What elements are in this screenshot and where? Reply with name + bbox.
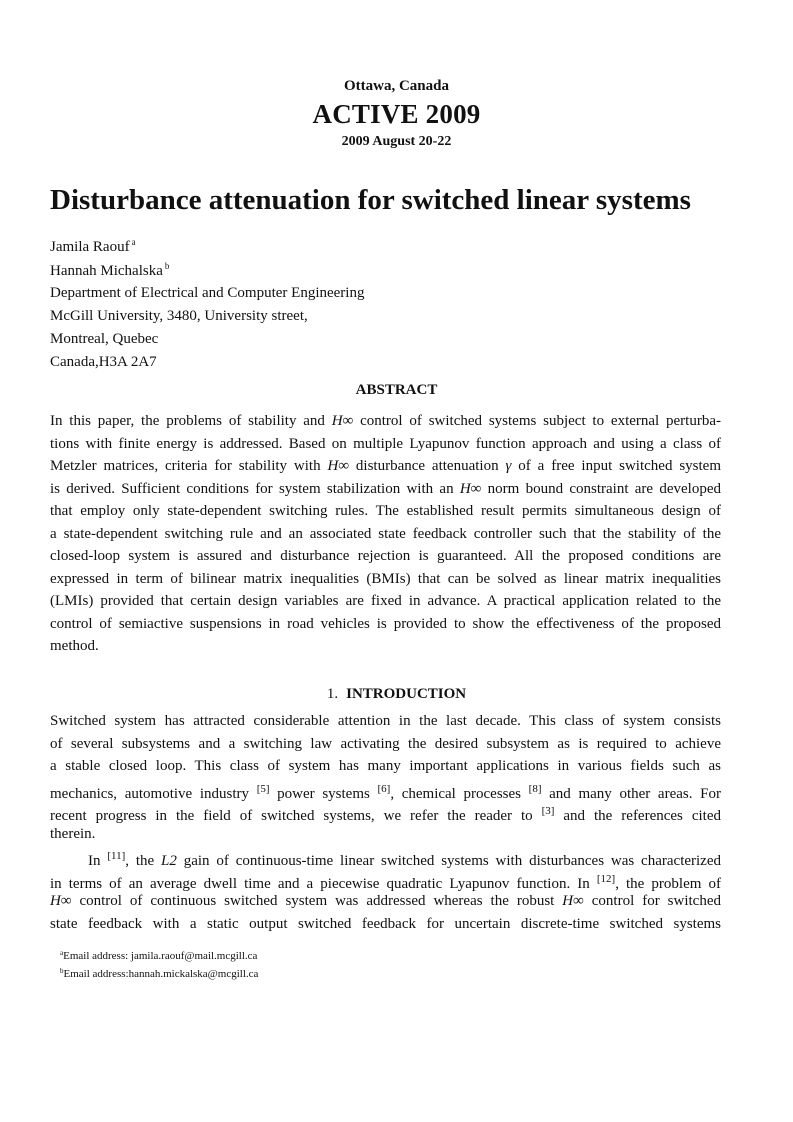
text-run: , the problem of [615, 875, 721, 892]
affiliation-line: McGill University, 3480, University street, [50, 308, 308, 324]
abstract-line [50, 635, 721, 658]
introduction-line [50, 733, 721, 756]
abstract-line [50, 410, 721, 433]
footnote-text: Email address: jamila.raouf@mail.mcgill.ca [63, 950, 258, 962]
citation: [12] [596, 872, 616, 885]
text-run: a state-dependent switching rule and an associated state feedback controller such that the stability of the [50, 525, 721, 542]
text-run: closed-loop system is assured and disturbance rejection is guaranteed. All the proposed conditions are [50, 548, 721, 564]
citation: [11] [107, 850, 126, 862]
citation: [8] [528, 782, 542, 795]
introduction-line [50, 868, 721, 891]
footnote-a [60, 946, 258, 964]
text-run: in terms of an average dwell time and a piecewise quadratic Lyapunov function. In [50, 875, 597, 892]
text-run: state feedback with a static output switched feedback for uncertain discrete-time switched systems [50, 915, 721, 932]
footnote-b [60, 964, 258, 982]
conference-name: ACTIVE 2009 [312, 99, 481, 129]
citation: [5] [256, 782, 270, 795]
math-symbol: γ [505, 458, 512, 474]
text-run: , chemical processes [390, 785, 529, 802]
text-run: recent progress in the field of switched systems, we refer the reader to [50, 808, 542, 824]
introduction-line [50, 710, 721, 733]
math-symbol: H∞ [562, 893, 584, 909]
text-run: control of continuous switched system was addressed whereas the robust [71, 893, 563, 909]
text-run: method. [50, 638, 99, 654]
section-title: INTRODUCTION [346, 686, 467, 702]
abstract-line [50, 613, 721, 636]
abstract-line [50, 478, 721, 501]
abstract-line [50, 455, 721, 478]
text-run: power systems [269, 785, 378, 802]
introduction-line [50, 755, 721, 778]
abstract-line [50, 500, 721, 523]
footnote-mark: b [60, 966, 64, 975]
author-mark: b [164, 261, 170, 271]
text-run: control of semiactive suspensions in road vehicles is provided to show the effectiveness of the proposed [50, 615, 721, 632]
section-number: 1. [326, 686, 339, 702]
abstract-line [50, 545, 721, 568]
text-run: of a free input switched system [511, 458, 721, 474]
affiliation-line: Montreal, Quebec [50, 331, 159, 347]
introduction-line [50, 913, 721, 936]
abstract-line [50, 433, 721, 456]
text-run: disturbance attenuation [349, 458, 506, 474]
introduction-line [50, 845, 721, 868]
text-run: In [88, 853, 108, 869]
text-run: is derived. Sufficient conditions for system stabilization with an [50, 480, 460, 497]
text-run: In this paper, the problems of stability and [50, 413, 332, 429]
affiliation-line: Canada,H3A 2A7 [50, 354, 157, 370]
text-run: tions with finite energy is addressed. Based on multiple Lyapunov function approach and using a class of [50, 435, 721, 452]
text-run: , the [125, 853, 162, 869]
math-symbol: H∞ [327, 458, 350, 474]
text-run: (LMIs) provided that certain design variables are fixed in advance. A practical application related to the [50, 593, 721, 609]
text-run: mechanics, automotive industry [50, 785, 257, 802]
abstract-line [50, 523, 721, 546]
introduction-line [50, 890, 721, 913]
text-run: control of switched systems subject to external perturba- [353, 413, 721, 429]
footnote-text: Email address:hannah.mickalska@mcgill.ca [63, 967, 259, 980]
author-1 [50, 237, 136, 256]
text-run: Metzler matrices, criteria for stability with [50, 458, 328, 474]
author-name: Hannah Michalska [50, 263, 163, 279]
author-name: Jamila Raouf [50, 239, 130, 255]
text-run: that employ only state-dependent switching rules. The established result permits simultaneous design of [50, 503, 721, 519]
math-symbol: H∞ [50, 893, 72, 909]
text-run: gain of continuous-time linear switched systems with disturbances was characterized [176, 853, 721, 869]
citation: [3] [541, 805, 555, 817]
introduction-line [50, 800, 721, 823]
introduction-heading [0, 686, 793, 703]
introduction-line [50, 778, 721, 801]
text-run: therein. [50, 825, 96, 842]
text-run: a stable closed loop. This class of system has many important applications in various fields such as [50, 758, 721, 774]
abstract-body [50, 410, 721, 658]
author-2 [50, 261, 169, 280]
math-symbol: H∞ [331, 413, 354, 429]
introduction-body [50, 710, 721, 935]
footnote-mark: a [60, 949, 64, 957]
conference-dates: 2009 August 20-22 [341, 134, 452, 149]
text-run: norm bound constraint are developed [481, 480, 721, 497]
abstract-line [50, 568, 721, 591]
text-run: of several subsystems and a switching law activating the desired subsystem as is required to achieve [50, 735, 721, 752]
math-symbol: L2 [161, 853, 177, 869]
math-symbol: H∞ [459, 480, 482, 497]
text-run: and the references cited [554, 808, 721, 824]
affiliation-line: Department of Electrical and Computer Engineering [50, 285, 365, 301]
introduction-line [50, 823, 721, 846]
paper-title: Disturbance attenuation for switched linear systems [50, 184, 691, 216]
text-run: and many other areas. For [541, 785, 721, 802]
author-mark: a [131, 237, 136, 247]
text-run: Switched system has attracted considerable attention in the last decade. This class of system consists [50, 713, 721, 729]
abstract-line [50, 590, 721, 613]
text-run: expressed in term of bilinear matrix inequalities (BMIs) that can be solved as linear matrix inequalities [50, 570, 721, 587]
footnotes [60, 946, 258, 981]
abstract-heading: ABSTRACT [355, 382, 438, 398]
citation: [6] [377, 782, 391, 795]
text-run: control for switched [583, 893, 721, 909]
conference-location: Ottawa, Canada [343, 78, 449, 94]
